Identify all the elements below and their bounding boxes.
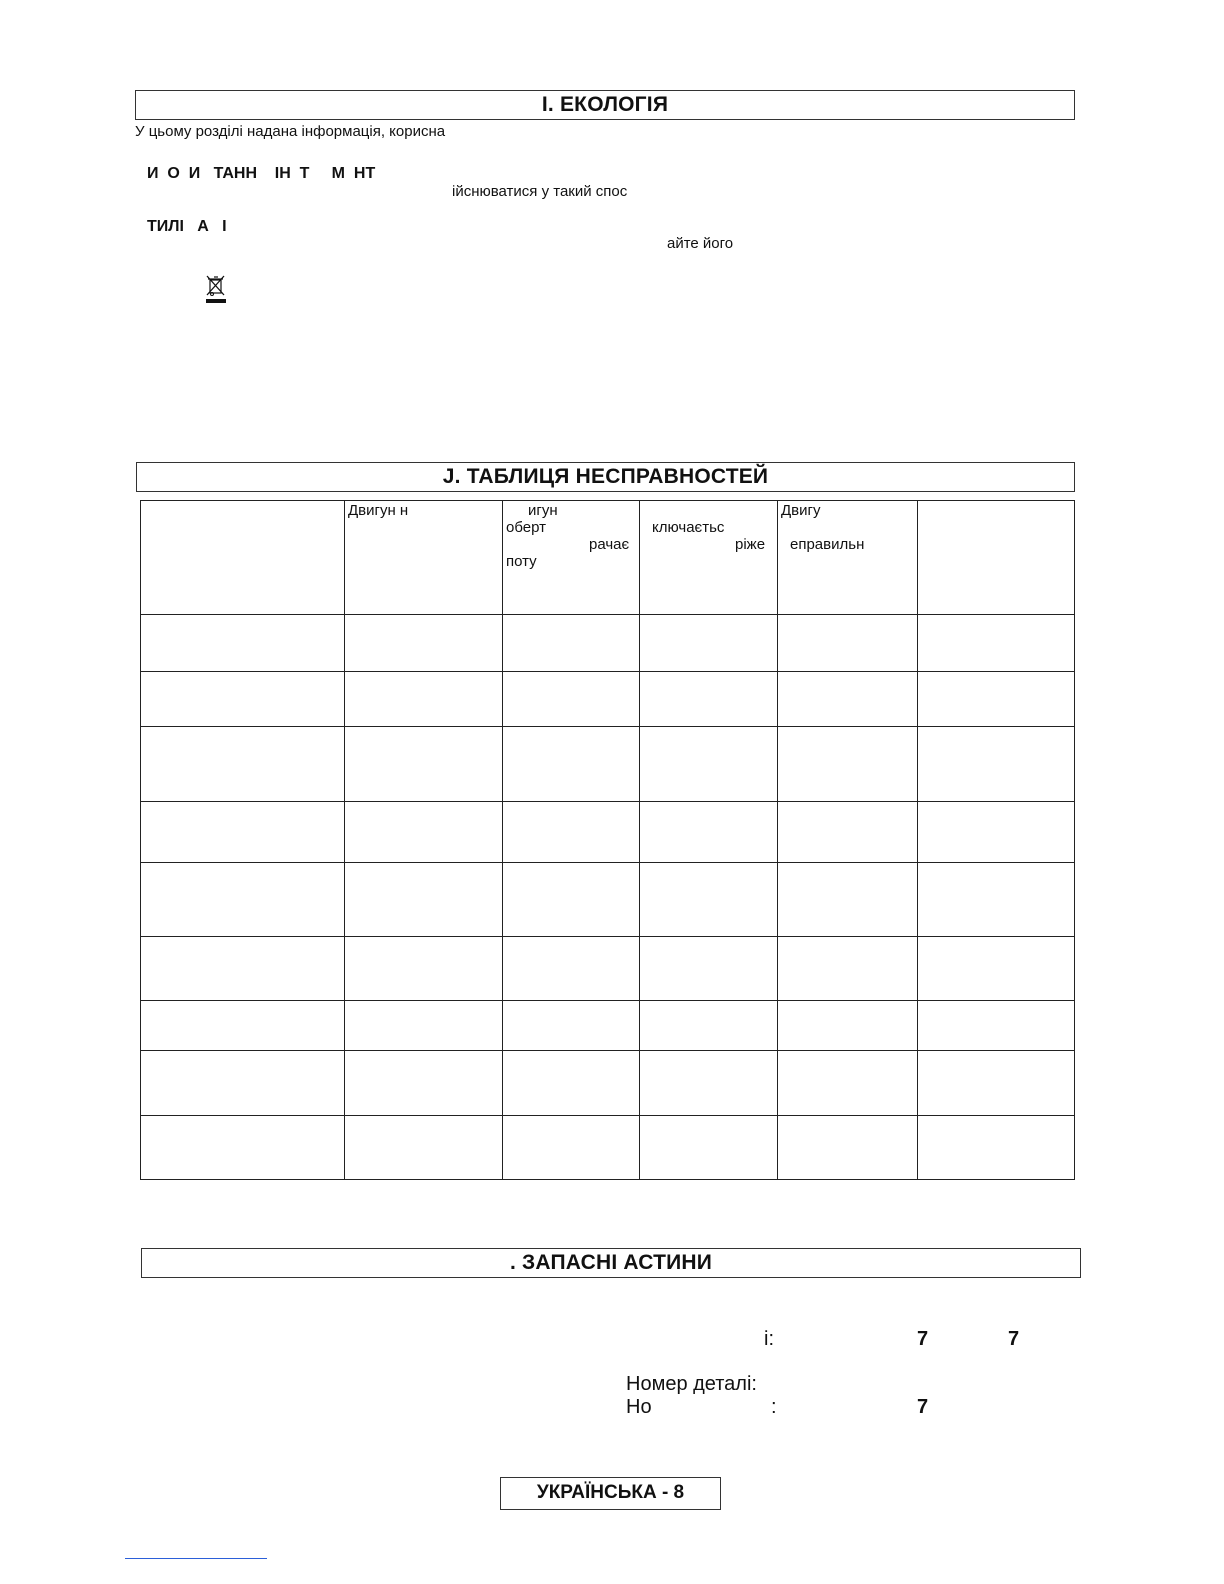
table-row [141,1051,1075,1116]
table-row [141,937,1075,1001]
table-header-cell [640,501,778,615]
table-header-cell [918,501,1075,615]
header-c3-line3: рачає [589,536,630,553]
table-header-row [141,501,1075,615]
table-header-cell [345,501,503,615]
footnote-divider [125,1558,267,1559]
spare-parts-row3-value1: 7 [917,1396,929,1418]
ecology-intro-text: У цьому розділі надана інформація, корисна [135,123,446,140]
ecology-disposal-text: ійснюватися у такий спос [452,183,628,200]
table-row [141,1001,1075,1051]
spare-parts-row1-value2: 7 [1008,1328,1020,1350]
spare-parts-row1-value1: 7 [917,1328,929,1350]
header-c4-line1: ключаєтьс [652,519,725,536]
spare-parts-row3-colon: : [771,1396,777,1418]
crossed-out-wheelie-bin-icon [204,274,228,304]
ecology-subheading-disposal: И О И ТАНН ІН Т М НТ [147,165,376,182]
header-c3-line1: игун [528,502,558,519]
header-engine-not-start: Двигун н [348,502,409,519]
ecology-subheading-recycling: ТИЛІ А І [147,218,227,235]
table-header-cell [503,501,640,615]
spare-parts-part-number-label: Номер деталі: [626,1373,757,1395]
ecology-section-title: I. ЕКОЛОГІЯ [135,90,1075,120]
spare-parts-row1-label: і: [764,1328,774,1350]
table-row [141,1116,1075,1180]
table-row [141,863,1075,937]
table-row [141,727,1075,802]
header-c5-line2: еправильн [790,536,865,553]
spare-parts-section-title: . ЗАПАСНІ АСТИНИ [141,1248,1081,1278]
ecology-recycling-text: айте його [667,235,734,252]
troubleshooting-table [140,500,1075,1180]
table-row [141,802,1075,863]
table-row [141,672,1075,727]
troubleshooting-section-title: J. ТАБЛИЦЯ НЕСПРАВНОСТЕЙ [136,462,1075,492]
table-header-cell [141,501,345,615]
header-c3-line4: поту [506,553,537,570]
header-c5-line1: Двигу [781,502,821,519]
header-c3-line2: оберт [506,519,546,536]
spare-parts-row3-label: Но [626,1396,652,1418]
header-c4-line2: ріже [735,536,766,553]
page-footer-label: УКРАЇНСЬКА - 8 [500,1477,721,1510]
table-header-cell [778,501,918,615]
table-row [141,615,1075,672]
